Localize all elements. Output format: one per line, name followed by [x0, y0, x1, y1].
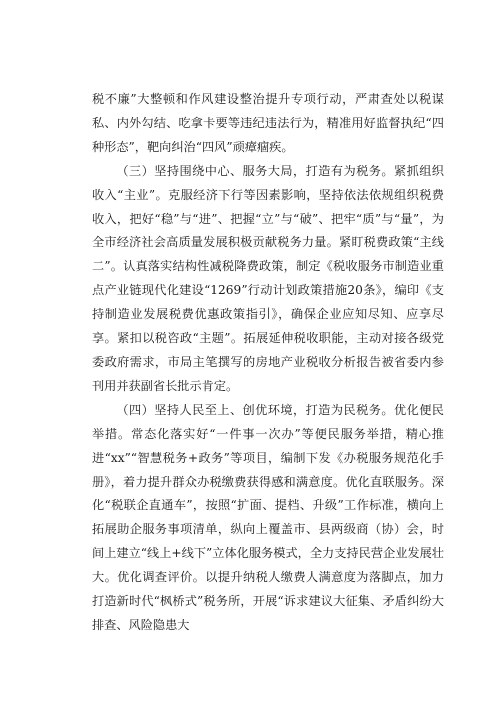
paragraph-section-four: （四）坚持人民至上、创优环境，打造为民税务。优化便民举措。常态化落实好“一件事一次办”等便民服务举措，精心推进“xx”“智慧税务+政务”等项目，编制下发《办税服务规范化手册》，着力提升群众办税缴费获得感和满意度。优化直联服务。深化“税联企直通车”，按照“扩面、提档、升级”工作标准，横向上拓展助企服务事项清单，纵向上覆盖市、县两级商（协）会，时间上建立“线上+线下”立体化服务模式，全力支持民营企业发展壮大。优化调查评价。以提升纳税人缴费人满意度为落脚点，加力打造新时代“枫桥式”税务所，开展“诉求建议大征集、矛盾纠纷大排查、风险隐患大	[92, 402, 444, 632]
paragraph-continuation: 税不廉”大整顿和作风建设整治提升专项行动，严肃查处以税谋私、内外勾结、吃拿卡要等违纪违法行为，精准用好监督执纪“四种形态”，靶向纠治“四风”顽瘴痼疾。	[92, 92, 444, 154]
paragraph-section-three: （三）坚持围绕中心、服务大局，打造有为税务。紧抓组织收入“主业”。克服经济下行等因素影响，坚持依法依规组织税费收入，把好“稳”与“进”、把握“立”与“破”、把牢“质”与“量”，为全市经济社会高质量发展积极贡献税务力量。紧盯税费政策“主线二”。认真落实结构性减税降费政策，制定《税收服务市制造业重点产业链现代化建设“1269”行动计划政策措施20条》，编印《支持制造业发展税费优惠政策指引》，确保企业应知尽知、应享尽享。紧扣以税咨政“主题”。拓展延伸税收职能，主动对接各级党委政府需求，市局主笔撰写的房地产业税收分析报告被省委内参刊用并获副省长批示肯定。	[92, 163, 444, 393]
document-body	[92, 88, 444, 638]
